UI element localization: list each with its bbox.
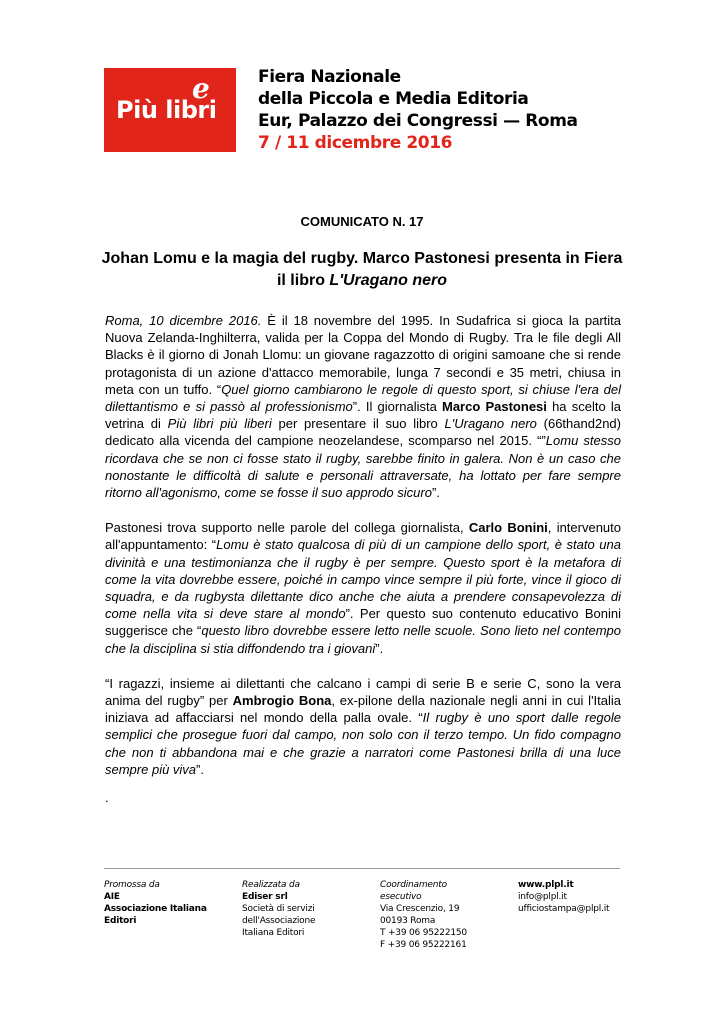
- footer-contacts: [518, 879, 609, 915]
- text-run: per presentare il suo libro: [271, 416, 445, 432]
- headline-book-title: L'Uragano nero: [329, 272, 448, 289]
- footer-line: AIE: [104, 892, 120, 902]
- header-line-3: Eur, Palazzo dei Congressi — Roma: [258, 111, 578, 131]
- footer-coordination: [380, 879, 467, 951]
- text-run: , ex-pilone della nazionale negli anni in cui l'Italia iniziava ad affacciarsi nel mondo della palla ovale. “: [105, 693, 622, 726]
- footer-line: Associazione Italiana: [104, 904, 207, 914]
- text-run: , intervenuto all'appuntamento: “: [105, 520, 622, 553]
- italic-text: Lomu è stato qualcosa di più di un campione dello sport, è stato una divinità e una testimonianza che il rugby è per sempre. Questo sport è la metafora di come la vita dovrebbe essere, poiché in campo vince sempre il più forte, vince il gioco di squadra, e da rugbysta dilettante dico anche che aiuta a prendere consapevolezza di come nella vita si deve stare al mondo: [105, 537, 621, 622]
- footer-promoter: [104, 879, 207, 927]
- italic-text: L'Uragano nero: [444, 416, 537, 432]
- text-run: (66thand2nd) dedicato alla vicenda del campione neozelandese, scomparso nel 2015. “”: [105, 416, 621, 449]
- footer-line: Società di servizi: [242, 904, 315, 914]
- header-line-1: Fiera Nazionale: [258, 67, 401, 87]
- text-run: ha scelto la vetrina di: [105, 399, 621, 432]
- footer-line: dell'Associazione: [242, 916, 316, 926]
- press-release-number: COMUNICATO N. 17: [300, 214, 424, 229]
- text-run: ”.: [431, 485, 440, 501]
- footer-phone: T +39 06 95222150: [380, 928, 467, 938]
- footer-address: Via Crescenzio, 19: [380, 904, 460, 914]
- text-run: ”. Il giornalista: [352, 399, 442, 415]
- text-run: ”.: [196, 761, 204, 777]
- footer-line: Ediser srl: [242, 892, 288, 902]
- press-email-link[interactable]: ufficiostampa@plpl.it: [518, 904, 610, 914]
- fair-header: [258, 66, 578, 154]
- footer-line: Italiana Editori: [242, 928, 305, 938]
- text-run: ”. Per questo suo contenuto educativo Bonini suggerisce che “: [105, 606, 621, 639]
- headline: [96, 248, 628, 292]
- footer-label: Realizzata da: [242, 880, 300, 890]
- italic-text: Più libri più liberi: [167, 416, 272, 432]
- text-run: “I ragazzi, insieme ai dilettanti che calcano i campi di serie B e serie C, sono la vera anima del rugby” per: [105, 675, 621, 709]
- paragraph-2: [105, 519, 621, 657]
- logo: [104, 68, 236, 152]
- header-dates: 7 / 11 dicembre 2016: [258, 133, 453, 153]
- article-body: [105, 312, 621, 796]
- footer-label: esecutivo: [380, 892, 422, 902]
- italic-text: questo libro dovrebbe essere letto nelle scuole. Sono lieto nel contempo che la disciplina si stia diffondendo tra i giovani: [105, 623, 621, 656]
- footer-label: Coordinamento: [380, 880, 447, 890]
- paragraph-3: [105, 675, 621, 778]
- italic-text: Il rugby è uno sport dalle regole semplici che prosegue fuori dal campo, non solo con il terzo tempo. Un fido compagno che non ti abbandona mai e che grazie a narratori come Pastonesi brilla di una luce sempre più viva: [105, 710, 621, 777]
- footer-divider: [104, 868, 620, 869]
- footer-line: Editori: [104, 916, 137, 926]
- italic-text: Lomu stesso ricordava che se non ci fosse stato il rugby, sarebbe finito in galera. Non è un caso che nonostante le difficoltà di salute e personali attraversate, ha lottato per fare sempre ritorno all'agonismo, come se fosse il suo approdo sicuro: [105, 433, 622, 501]
- logo-text: Più libri: [116, 96, 217, 124]
- website-link[interactable]: www.plpl.it: [518, 880, 574, 890]
- headline-text: Johan Lomu e la magia del rugby. Marco Pastonesi presenta in Fiera il libro: [101, 250, 623, 289]
- logo-accent: e: [192, 72, 210, 105]
- footer-organizer: [242, 879, 315, 939]
- italic-text: Quel giorno cambiarono le regole di questo sport, si chiuse l'era del dilettantismo e si passò al professionismo: [105, 381, 621, 415]
- text-run: È il 18 novembre del 1995. In Sudafrica si gioca la partita Nuova Zelanda-Inghilterra, valida per la Coppa del Mondo di Rugby. Tra le file degli All Blacks è il giorno di Jonah Llomu: un giovane ragazzotto di origini samoane che si rende protagonista di un azione d'attacco memorabile, lunga 7 secondi e 35 metri, chiusa in meta con un tuffo. “: [105, 313, 621, 397]
- italic-text: Roma, 10 dicembre 2016.: [105, 313, 262, 328]
- footer-city: 00193 Roma: [380, 916, 436, 926]
- footer-fax: F +39 06 95222161: [380, 940, 467, 950]
- trailing-dot: .: [105, 790, 109, 805]
- email-link[interactable]: info@plpl.it: [518, 892, 567, 902]
- paragraph-1: [105, 312, 621, 501]
- person-name: Ambrogio Bona: [232, 693, 332, 709]
- text-run: ”.: [375, 640, 384, 656]
- person-name: Marco Pastonesi: [442, 399, 547, 415]
- text-run: Pastonesi trova supporto nelle parole del collega giornalista,: [105, 520, 469, 536]
- header-line-2: della Piccola e Media Editoria: [258, 89, 529, 109]
- person-name: Carlo Bonini: [468, 520, 548, 536]
- footer-label: Promossa da: [104, 880, 160, 890]
